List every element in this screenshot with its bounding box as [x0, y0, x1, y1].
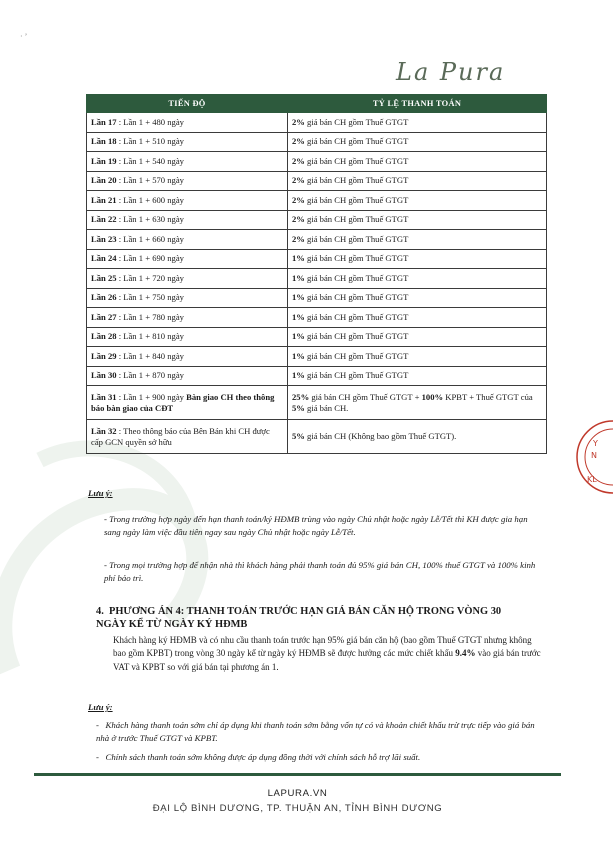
table-row [87, 210, 547, 230]
row-sched: : Lần 1 + 630 ngày [116, 214, 184, 225]
row-schedule [87, 288, 288, 308]
row-sched: : Lần 1 + 750 ngày [116, 292, 184, 303]
row-rate [288, 230, 547, 250]
row-lan: Lần 28 [91, 331, 117, 342]
section-4-title: PHƯƠNG ÁN 4: THANH TOÁN TRƯỚC HẠN GIÁ BÁN CĂN HỘ TRONG VÒNG 30 NGÀY KỂ TỪ NGÀY KÝ HĐMB [96, 606, 502, 630]
row-31-pct3: 5% [292, 402, 305, 413]
row-31-schedule [87, 386, 288, 420]
row-rate [288, 152, 547, 172]
svg-text:Y: Y [593, 439, 598, 448]
row-desc: giá bán CH gồm Thuế GTGT [304, 175, 409, 186]
row-pct: 2% [292, 194, 305, 205]
row-rate [288, 171, 547, 191]
table-row [87, 347, 547, 367]
row-31-pct2: 100% [421, 391, 444, 402]
row-31-text3: giá bán CH. [304, 402, 349, 413]
row-32-lan: Lần 32 [91, 425, 117, 436]
note-1-item-1: - Trong trường hợp ngày đến hạn thanh toán/ký HĐMB trùng vào ngày Chủ nhật hoặc ngày Lễ/Tết thì KH được gia hạn sang ngày làm việc đầu tiên ngay sau ngày Chủ nhật hoặc ngày Lễ/Tết. [104, 514, 528, 537]
svg-text:KL: KL [587, 475, 597, 484]
row-rate [288, 191, 547, 211]
table-row [87, 288, 547, 308]
table-body-final [87, 386, 547, 454]
section-4-discount: 9.4% [455, 648, 476, 659]
table-row [87, 132, 547, 152]
row-desc: giá bán CH gồm Thuế GTGT [304, 214, 409, 225]
row-schedule [87, 191, 288, 211]
section-4-number: 4. [96, 606, 104, 617]
row-desc: giá bán CH gồm Thuế GTGT [304, 136, 409, 147]
row-lan: Lần 30 [91, 370, 117, 381]
row-pct: 2% [292, 136, 305, 147]
row-pct: 2% [292, 233, 305, 244]
row-31-sched-bold: Bàn giao CH theo thông báo bàn giao của CĐT [91, 391, 275, 413]
table-row-31 [87, 386, 547, 420]
row-schedule [87, 327, 288, 347]
table-header-row [87, 95, 547, 113]
row-sched: : Lần 1 + 540 ngày [116, 155, 184, 166]
row-rate [288, 249, 547, 269]
row-lan: Lần 27 [91, 311, 117, 322]
row-schedule [87, 347, 288, 367]
row-schedule [87, 308, 288, 328]
row-pct: 1% [292, 292, 305, 303]
row-rate [288, 347, 547, 367]
row-31-rate [288, 386, 547, 420]
row-desc: giá bán CH gồm Thuế GTGT [304, 272, 409, 283]
row-desc: giá bán CH gồm Thuế GTGT [304, 253, 409, 264]
section-4-body-post: vào giá bán trước VAT và KPBT so với giá bán tại phương án 1. [113, 648, 541, 672]
row-32-desc: giá bán CH (Không bao gồm Thuế GTGT). [304, 431, 457, 441]
row-schedule [87, 132, 288, 152]
row-lan: Lần 24 [91, 253, 117, 264]
row-rate [288, 132, 547, 152]
row-schedule [87, 230, 288, 250]
table-row [87, 327, 547, 347]
row-pct: 2% [292, 155, 305, 166]
row-pct: 2% [292, 214, 305, 225]
row-31-text2: KPBT + Thuế GTGT của [443, 391, 533, 402]
row-lan: Lần 18 [91, 136, 117, 147]
row-schedule [87, 171, 288, 191]
row-schedule [87, 366, 288, 386]
row-sched: : Lần 1 + 480 ngày [116, 116, 184, 127]
row-lan: Lần 19 [91, 155, 117, 166]
section-4-body [113, 634, 543, 674]
table-row [87, 366, 547, 386]
table-row [87, 308, 547, 328]
brand-logo: La Pura [396, 58, 506, 86]
row-desc: giá bán CH gồm Thuế GTGT [304, 331, 409, 342]
row-lan: Lần 29 [91, 350, 117, 361]
section-4-body-pre: Khách hàng ký HĐMB và có nhu cầu thanh toán trước hạn 95% giá bán căn hộ (bao gồm Thuế GTGT nhưng không bao gồm KPBT) trong vòng 30 ngày kể từ ngày ký HĐMB sẽ được hưởng các mức chiết khấu [113, 635, 532, 659]
footer-website: LAPURA.VN [267, 788, 328, 799]
row-desc: giá bán CH gồm Thuế GTGT [304, 194, 409, 205]
note-1-item-2: - Trong mọi trường hợp để nhận nhà thì khách hàng phải thanh toán đủ 95% giá bán CH, 100% thuế GTGT và 100% kinh phí bảo trì. [104, 560, 536, 583]
row-sched: : Lần 1 + 780 ngày [116, 311, 184, 322]
row-lan: Lần 20 [91, 175, 117, 186]
svg-text:N: N [591, 451, 597, 460]
row-rate [288, 327, 547, 347]
row-lan: Lần 25 [91, 272, 117, 283]
row-rate [288, 288, 547, 308]
row-sched: : Lần 1 + 870 ngày [116, 370, 184, 381]
footer-divider [34, 773, 561, 776]
row-31-pct1: 25% [292, 391, 310, 402]
row-schedule [87, 249, 288, 269]
row-desc: giá bán CH gồm Thuế GTGT [304, 350, 409, 361]
table-row [87, 249, 547, 269]
company-seal [573, 412, 613, 502]
row-desc: giá bán CH gồm Thuế GTGT [304, 311, 409, 322]
row-sched: : Lần 1 + 600 ngày [116, 194, 184, 205]
row-pct: 1% [292, 370, 305, 381]
note-2-label-text: Lưu ý: [88, 702, 113, 712]
note-1-label [88, 488, 113, 498]
header-progress: TIẾN ĐỘ [87, 95, 288, 113]
table-body [87, 113, 547, 386]
row-pct: 1% [292, 272, 305, 283]
row-rate [288, 366, 547, 386]
row-sched: : Lần 1 + 510 ngày [116, 136, 184, 147]
payment-schedule-table [86, 94, 547, 454]
row-sched: : Lần 1 + 840 ngày [116, 350, 184, 361]
row-desc: giá bán CH gồm Thuế GTGT [304, 233, 409, 244]
row-31-text1: giá bán CH gồm Thuế GTGT + [309, 391, 422, 402]
row-sched: : Lần 1 + 570 ngày [116, 175, 184, 186]
row-sched: : Lần 1 + 660 ngày [116, 233, 184, 244]
footer-address: ĐẠI LỘ BÌNH DƯƠNG, TP. THUẬN AN, TỈNH BÌNH DƯƠNG [152, 803, 443, 814]
row-31-sched: : Lần 1 + 900 ngày [116, 391, 187, 402]
table-row [87, 269, 547, 289]
row-pct: 2% [292, 175, 305, 186]
header-payment-rate: TỶ LỆ THANH TOÁN [288, 95, 547, 113]
row-schedule [87, 113, 288, 133]
row-pct: 2% [292, 116, 305, 127]
row-rate [288, 269, 547, 289]
note-2-item-1-text: Khách hàng thanh toán sớm chỉ áp dụng khi thanh toán sớm bằng vốn tự có và khoản chiết khấu trừ trực tiếp vào giá bán nhà ở trước Thuế GTGT và KPBT. [96, 720, 535, 743]
note-2-item-2: - Chính sách thanh toán sớm không được áp dụng đồng thời với chính sách hỗ trợ lãi suất. [96, 752, 421, 762]
row-lan: Lần 23 [91, 233, 117, 244]
table-row [87, 152, 547, 172]
row-32-schedule [87, 420, 288, 454]
row-sched: : Lần 1 + 810 ngày [116, 331, 184, 342]
row-lan: Lần 17 [91, 116, 117, 127]
row-32-pct: 5% [292, 431, 305, 441]
row-schedule [87, 269, 288, 289]
table-row [87, 113, 547, 133]
row-rate [288, 210, 547, 230]
row-schedule [87, 210, 288, 230]
section-4-heading [96, 605, 526, 631]
note-2-item-1: - Khách hàng thanh toán sớm chỉ áp dụng khi thanh toán sớm bằng vốn tự có và khoản chiết khấu trừ trực tiếp vào giá bán nhà ở trước Thuế GTGT và KPBT. [96, 720, 535, 743]
row-desc: giá bán CH gồm Thuế GTGT [304, 155, 409, 166]
table-row-32 [87, 420, 547, 454]
row-sched: : Lần 1 + 690 ngày [116, 253, 184, 264]
row-rate [288, 113, 547, 133]
row-pct: 1% [292, 350, 305, 361]
row-32-rate [288, 420, 547, 454]
row-lan: Lần 22 [91, 214, 117, 225]
row-rate [288, 308, 547, 328]
note-1-label-text: Lưu ý: [88, 488, 113, 498]
table-row [87, 230, 547, 250]
note-2-label [88, 702, 113, 712]
row-31-lan: Lần 31 [91, 391, 117, 402]
row-sched: : Lần 1 + 720 ngày [116, 272, 184, 283]
table-row [87, 171, 547, 191]
row-pct: 1% [292, 331, 305, 342]
row-pct: 1% [292, 311, 305, 322]
note-1-item-2-text: Trong mọi trường hợp để nhận nhà thì khách hàng phải thanh toán đủ 95% giá bán CH, 100% thuế GTGT và 100% kinh phí bảo trì. [104, 560, 536, 583]
row-lan: Lần 26 [91, 292, 117, 303]
scan-specks: · ’ [20, 32, 28, 41]
row-desc: giá bán CH gồm Thuế GTGT [304, 370, 409, 381]
note-1-item-1-text: Trong trường hợp ngày đến hạn thanh toán/ký HĐMB trùng vào ngày Chủ nhật hoặc ngày Lễ/Tết thì KH được gia hạn sang ngày làm việc đầu tiên ngay sau ngày Chủ nhật hoặc ngày Lễ/Tết. [104, 514, 528, 537]
row-schedule [87, 152, 288, 172]
row-lan: Lần 21 [91, 194, 117, 205]
table-row [87, 191, 547, 211]
row-pct: 1% [292, 253, 305, 264]
row-desc: giá bán CH gồm Thuế GTGT [304, 116, 409, 127]
note-2-item-2-text: Chính sách thanh toán sớm không được áp dụng đồng thời với chính sách hỗ trợ lãi suất. [105, 752, 421, 762]
row-32-sched: : Theo thông báo của Bên Bán khi CH được cấp GCN quyền sở hữu [91, 425, 270, 447]
row-desc: giá bán CH gồm Thuế GTGT [304, 292, 409, 303]
